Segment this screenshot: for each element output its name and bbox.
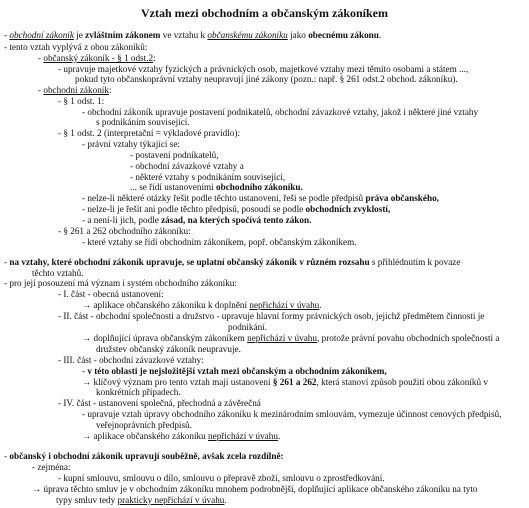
text-segment: veřejnoprávních předpisů. xyxy=(96,420,192,430)
text-line xyxy=(96,344,241,355)
text-line xyxy=(56,495,227,506)
text-segment: nepřichází v úvahu xyxy=(249,300,320,310)
text-segment: - II. část - obchodní společnosti a družstvo - upravuje hlavní formy právnických osob, jejichž předmětem činnosti je xyxy=(58,311,485,321)
text-segment: . xyxy=(319,300,322,310)
text-segment: obchodní zákoník xyxy=(9,30,74,40)
text-line xyxy=(82,193,439,204)
text-segment: : xyxy=(153,53,156,63)
text-line xyxy=(4,278,237,289)
text-segment: - § 261 a 262 obchodního zákoníku: xyxy=(58,226,191,236)
text-line xyxy=(130,161,244,172)
text-segment: - upravuje majetkové vztahy fyzických a právnických osob, majetkové vztahy mezi těmito osobami a státem ..., xyxy=(58,64,469,74)
text-segment: - kupní smlouvu, smlouvu o dílo, smlouvu o přepravě zboží, smlouvu o zprostředkování. xyxy=(58,473,385,483)
text-segment: § 261 a 262 xyxy=(272,377,317,387)
text-segment: práva občanského, xyxy=(365,193,439,203)
text-segment: - některé vztahy s podnikáním související, xyxy=(130,172,286,182)
text-segment: - xyxy=(82,366,88,376)
text-line xyxy=(82,215,311,226)
text-line xyxy=(82,409,501,420)
text-segment: - xyxy=(4,451,10,461)
text-segment: nepřichází v úvahu xyxy=(247,333,317,343)
text-segment: družstev občanský zákoník neupravuje. xyxy=(96,344,241,354)
text-segment: → aplikace občanského zákoníku k doplnění xyxy=(82,300,250,310)
text-segment: obchodního zákoníku. xyxy=(216,182,303,192)
text-segment: zásad, na kterých spočívá tento zákon. xyxy=(161,215,312,225)
text-segment: - xyxy=(4,30,10,40)
text-segment: - IV. část - ustanovení společná, přechodná a závěrečná xyxy=(58,398,261,408)
text-line xyxy=(130,150,219,161)
text-line xyxy=(38,85,112,96)
text-line xyxy=(58,355,204,366)
text-segment: → aplikace občanského zákoníku xyxy=(82,431,209,441)
text-segment: s podnikáním související. xyxy=(96,117,190,127)
text-segment: - obchodní zákoník upravuje postavení podnikatelů, obchodní závazkové vztahy, jakož i některé jiné vztahy xyxy=(82,107,479,117)
text-segment: . xyxy=(378,30,382,40)
text-line xyxy=(32,462,71,473)
text-line xyxy=(96,117,190,128)
text-segment: jako xyxy=(287,30,309,40)
text-line xyxy=(228,322,267,333)
text-segment: občanskému zákoníku xyxy=(207,30,288,40)
text-line xyxy=(32,484,478,495)
text-segment: - a není-li jich, podle xyxy=(82,215,162,225)
text-segment: - upravuje vztah úpravy obchodního zákoníku k mezinárodním smlouvám, vymezuje účinnost cenových předpisů, xyxy=(82,409,502,419)
text-segment: s přihlédnutím k povaze xyxy=(369,257,461,267)
text-segment: - nelze-li je řešit ani podle těchto předpisů, posoudí se podle xyxy=(82,204,306,214)
text-segment: - xyxy=(38,85,44,95)
text-segment: ... se řídí ustanoveními xyxy=(130,182,216,192)
text-segment: → doplňující úprava občanským zákoníkem xyxy=(82,333,248,343)
text-segment: zvláštním zákonem xyxy=(85,30,161,40)
text-segment: konkrétních případech. xyxy=(96,387,181,397)
text-segment: obecnému zákonu xyxy=(308,30,379,40)
text-segment: - § 1 odst. 1: xyxy=(58,96,105,106)
text-segment: v této oblasti je nejsložitější vztah mezi občanským a obchodním zákoníkem, xyxy=(87,366,387,376)
text-line xyxy=(130,182,303,193)
text-line xyxy=(58,398,261,409)
text-segment: - obchodní závazkové vztahy a xyxy=(130,161,244,171)
text-segment: občanský i obchodní zákoník upravují souběžně, avšak zcela rozdílně: xyxy=(9,451,284,461)
text-segment: . xyxy=(277,431,281,441)
text-line xyxy=(4,30,381,41)
text-line xyxy=(82,366,387,377)
text-line xyxy=(96,387,181,398)
text-segment: , která stanoví způsob použití obou zákoníků v xyxy=(316,377,488,387)
text-line xyxy=(4,451,284,462)
text-line xyxy=(58,311,484,322)
text-line xyxy=(4,42,147,53)
text-line xyxy=(58,96,104,107)
text-segment: → úprava těchto smluv je v obchodním zákoníku mnohem podrobnější, doplňující aplikace občanského zákoníku na tyto xyxy=(32,484,478,494)
text-segment: → klíčový význam pro tento vztah mají ustanovení xyxy=(82,377,273,387)
text-line xyxy=(82,139,180,150)
text-segment: - § 1 odst. 2 (interpretační = výkladové pravidlo): xyxy=(58,128,240,138)
text-segment: - I. část - obecná ustanovení: xyxy=(58,289,164,299)
text-segment: - tento vztah vyplývá z obou zákoníků: xyxy=(4,42,148,52)
text-segment: - nelze-li některé otázky řešit podle těchto ustanovení, řeší se podle předpisů xyxy=(82,193,366,203)
text-line xyxy=(82,237,357,248)
text-line xyxy=(58,226,191,237)
text-segment: - zejména: xyxy=(32,462,71,472)
text-line xyxy=(82,333,499,344)
text-segment: - postavení podnikatelů, xyxy=(130,150,219,160)
text-segment: - právní vztahy týkající se: xyxy=(82,139,180,149)
text-segment: nepřichází v úvahu xyxy=(208,431,278,441)
text-line xyxy=(82,300,322,311)
text-segment: ve vztahu k xyxy=(160,30,208,40)
text-line xyxy=(82,204,390,215)
text-line xyxy=(58,473,385,484)
text-segment: je xyxy=(73,30,86,40)
text-line xyxy=(38,53,156,64)
text-segment: na vztahy, které obchodní zákoník upravuje, se uplatní občanský zákoník v různém rozsahu xyxy=(9,257,370,267)
text-line xyxy=(96,420,192,431)
text-segment: těchto vztahů. xyxy=(32,268,84,278)
text-segment: , protože právní povahu obchodních společností a xyxy=(317,333,500,343)
text-segment: - které vztahy se řídí obchodním zákoníkem, popř. občanským zákoníkem. xyxy=(82,237,357,247)
text-segment: - pro její posouzení má význam i systém obchodního zákoníku: xyxy=(4,278,237,288)
text-segment: obchodní zákoník xyxy=(43,85,109,95)
document-title: Vztah mezi obchodním a občanským zákoníkem xyxy=(140,6,388,20)
text-line xyxy=(82,431,280,442)
text-segment: pokud tyto občanskoprávní vztahy neupravují jiné zákony (pozn.: např. § 261 odst.2 obchod. zákoníku). xyxy=(75,74,458,84)
text-line xyxy=(58,289,164,300)
text-segment: - xyxy=(38,53,44,63)
text-line xyxy=(58,128,240,139)
text-segment: občanský zákoník - § 1 odst.2 xyxy=(43,53,154,63)
text-line xyxy=(75,74,458,85)
text-segment: - III. část - obchodní závazkové vztahy: xyxy=(58,355,204,365)
text-line xyxy=(4,257,460,268)
text-segment: podnikání. xyxy=(228,322,268,332)
text-segment: obchodních zvyklostí, xyxy=(305,204,391,214)
text-segment: - xyxy=(4,257,10,267)
text-segment: typy smluv tedy xyxy=(56,495,118,505)
text-segment: . xyxy=(224,495,227,505)
text-segment: : xyxy=(108,85,112,95)
text-segment: prakticky nepřichází v úvahu xyxy=(117,495,225,505)
